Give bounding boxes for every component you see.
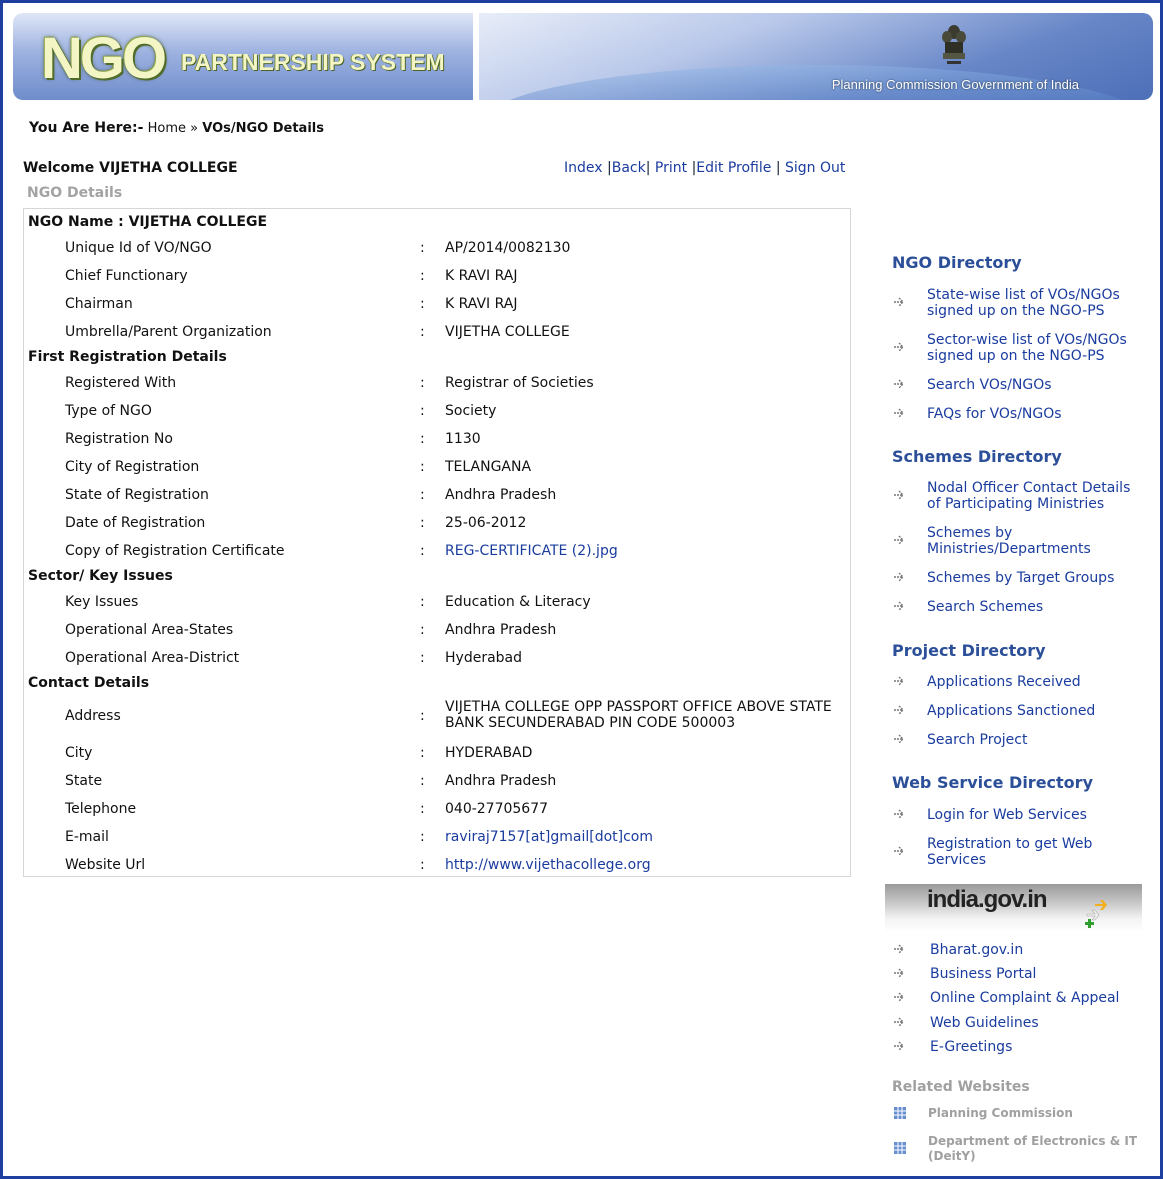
arrow-bullet-icon <box>893 600 907 612</box>
related-websites-title: Related Websites <box>892 1079 1030 1095</box>
colon: : <box>420 324 425 340</box>
section-title: NGO Details <box>27 185 123 201</box>
government-of-india-text: Planning Commission Government of India <box>831 77 1079 92</box>
india-gov-banner[interactable] <box>885 884 1142 932</box>
field-value: VIJETHA COLLEGE OPP PASSPORT OFFICE ABOVE STATE BANK SECUNDERABAD PIN CODE 500003 <box>445 699 832 731</box>
field-value: 1130 <box>445 431 481 447</box>
field-label: City <box>65 745 93 761</box>
field-label: Chief Functionary <box>65 268 188 284</box>
field-label: State of Registration <box>65 487 209 503</box>
arrow-bullet-icon <box>893 733 907 745</box>
field-label: Umbrella/Parent Organization <box>65 324 272 340</box>
colon: : <box>420 375 425 391</box>
colon: : <box>420 403 425 419</box>
field-value: TELANGANA <box>445 459 532 475</box>
field-label: Unique Id of VO/NGO <box>65 240 212 256</box>
colon: : <box>420 708 425 724</box>
field-label: City of Registration <box>65 459 200 475</box>
grid-square-icon <box>893 1106 907 1120</box>
breadcrumb-separator: » <box>190 121 199 136</box>
field-label: Date of Registration <box>65 515 206 531</box>
field-value: Education & Literacy <box>445 594 591 610</box>
colon: : <box>420 543 425 559</box>
banner-divider <box>474 13 478 100</box>
arrow-bullet-icon <box>893 943 907 955</box>
field-label: Website Url <box>65 857 146 873</box>
breadcrumb-label: You Are Here:- <box>29 120 144 136</box>
colon: : <box>420 240 425 256</box>
colon: : <box>420 857 425 873</box>
banner-gov-area <box>479 13 1153 100</box>
edit-profile-link[interactable]: Edit Profile <box>696 160 772 176</box>
schemes-directory-title: Schemes Directory <box>892 447 1062 466</box>
arrow-bullet-icon <box>893 808 907 820</box>
colon: : <box>420 594 425 610</box>
arrow-bullet-icon <box>893 845 907 857</box>
field-label: Registration No <box>65 431 173 447</box>
arrow-bullet-icon <box>893 571 907 583</box>
colon: : <box>420 487 425 503</box>
field-label: Address <box>65 708 121 724</box>
field-label: Type of NGO <box>65 403 152 419</box>
field-value: Andhra Pradesh <box>445 773 557 789</box>
arrow-bullet-icon <box>893 1016 907 1028</box>
ngo-details-panel <box>23 208 851 877</box>
arrow-bullet-icon <box>893 296 907 308</box>
arrow-bullet-icon <box>893 341 907 353</box>
colon: : <box>420 622 425 638</box>
first-registration-heading: First Registration Details <box>28 349 227 365</box>
ngo-directory-title: NGO Directory <box>892 253 1022 272</box>
colon: : <box>420 459 425 475</box>
field-label: Chairman <box>65 296 133 312</box>
arrow-bullet-icon <box>893 407 907 419</box>
breadcrumb <box>29 120 324 136</box>
top-nav-links: Index |Back| Print |Edit Profile | Sign Out <box>564 160 846 176</box>
arrow-bullet-icon <box>893 967 907 979</box>
india-gov-logo: india.gov.in <box>927 886 1047 913</box>
breadcrumb-current: VOs/NGO Details <box>202 121 324 136</box>
national-emblem-icon <box>941 23 967 73</box>
web-service-directory-title: Web Service Directory <box>892 773 1093 792</box>
field-value: K RAVI RAJ <box>445 296 518 312</box>
arrow-bullet-icon <box>893 1040 907 1052</box>
arrow-bullet-icon <box>893 489 907 501</box>
field-value: K RAVI RAJ <box>445 268 518 284</box>
site-banner <box>13 13 1153 100</box>
field-label: E-mail <box>65 829 109 845</box>
ngo-name-heading: NGO Name : VIJETHA COLLEGE <box>28 214 268 230</box>
arrow-bullet-icon <box>893 534 907 546</box>
project-directory-title: Project Directory <box>892 641 1046 660</box>
breadcrumb-home-link[interactable]: Home <box>147 121 186 136</box>
field-value: 040-27705677 <box>445 801 549 817</box>
arrow-bullet-icon <box>893 378 907 390</box>
field-value: Andhra Pradesh <box>445 622 557 638</box>
email-link[interactable]: raviraj7157[at]gmail[dot]com <box>445 829 654 845</box>
field-value: Registrar of Societies <box>445 375 594 391</box>
arrow-bullet-icon <box>893 675 907 687</box>
field-label: Key Issues <box>65 594 139 610</box>
colon: : <box>420 745 425 761</box>
banner-logo-area <box>13 13 473 100</box>
registration-certificate-link[interactable]: REG-CERTIFICATE (2).jpg <box>445 543 618 559</box>
field-value: Society <box>445 403 497 419</box>
colon: : <box>420 773 425 789</box>
grid-square-icon <box>893 1141 907 1155</box>
partnership-system-logo: PARTNERSHIP SYSTEM <box>181 49 445 75</box>
sector-heading: Sector/ Key Issues <box>28 568 173 584</box>
sign-out-link[interactable]: Sign Out <box>785 160 846 176</box>
field-value: Andhra Pradesh <box>445 487 557 503</box>
ngo-logo: NGO <box>41 26 165 91</box>
field-value: Hyderabad <box>445 650 522 666</box>
field-label: Operational Area-States <box>65 622 234 638</box>
colon: : <box>420 431 425 447</box>
arrow-bullet-icon <box>893 991 907 1003</box>
colon: : <box>420 650 425 666</box>
back-link[interactable]: Back <box>611 160 646 176</box>
contact-heading: Contact Details <box>28 675 150 691</box>
colon: : <box>420 268 425 284</box>
colon: : <box>420 515 425 531</box>
colon: : <box>420 801 425 817</box>
field-label: Telephone <box>65 801 137 817</box>
website-link[interactable]: http://www.vijethacollege.org <box>445 857 651 873</box>
arrow-bullet-icon <box>893 704 907 716</box>
print-link[interactable]: Print <box>654 160 688 176</box>
welcome-text: Welcome VIJETHA COLLEGE <box>23 160 238 176</box>
field-value: AP/2014/0082130 <box>445 240 571 256</box>
field-label: Operational Area-District <box>65 650 240 666</box>
field-label: State <box>65 773 103 789</box>
colon: : <box>420 296 425 312</box>
field-value: VIJETHA COLLEGE <box>445 324 570 340</box>
field-label: Copy of Registration Certificate <box>65 543 285 559</box>
field-value: 25-06-2012 <box>445 515 527 531</box>
arrows-plus-icon <box>1081 894 1119 930</box>
field-label: Registered With <box>65 375 177 391</box>
colon: : <box>420 829 425 845</box>
field-value: HYDERABAD <box>445 745 533 761</box>
page-frame: NGO PARTNERSHIP SYSTEM Planning Commission Government of India You Are Here:- Home » VOs/NGO Details Welcome VIJETHA COLLEGE Index |Back| Print |Edit Profile | Sign Out NGO Details NGO Name : VIJETHA COLLEGE Unique Id of VO/NGO : AP/2014/0082130 Chief Functionary : K RAVI RAJ Chairman : K RAVI RAJ Umbrella/Parent Organization : VIJETHA COLLEGE First Registration Details Registered With : Registrar of Societies Type of NGO : Society Registration No : 1130 City of Registration : TELANGANA State of Registration : Andhra Pradesh Date of Registration : 25-06-2012 Copy of Registration Certificate : REG-CERTIFICATE (2).jpg Sector/ Key Issues Key Issues : Education & Literacy Operational Area-States : Andhra Pradesh Operational Area-District : Hyderabad Contact Details Address : VIJETHA COLLEGE OPP PASSPORT OFFICE ABOVE STATE BANK SECUNDERABAD PIN CODE 500003 City : HYDERABAD State : Andhra Pradesh Telephone : 040-27705677 E-mail : raviraj7157[at]gmail[dot]com Website Url : http://www.vijethacollege.org NGO Directory State-wise list of VOs/NGOs signed up on the NGO-PS Sector-wise list of VOs/NGOs signed up on the NGO-PS Search VOs/NGOs FAQs for VOs/NGOs Schemes Directory Nodal Officer Contact Details of Participating Ministries Schemes by Ministries/Departments Schemes by Target Groups Search Schemes Project Directory Applications Received Applications Sanctioned Search Project Web Service Directory Login for Web Services Registration to get Web Services india.gov.in Bharat.gov.in Business Portal Online Complaint & Appeal Web Guidelines E-Greetings Related Websites Planning Commission Department of Electronics & IT (DeitY) <box>0 0 1163 1179</box>
index-link[interactable]: Index <box>564 160 603 176</box>
